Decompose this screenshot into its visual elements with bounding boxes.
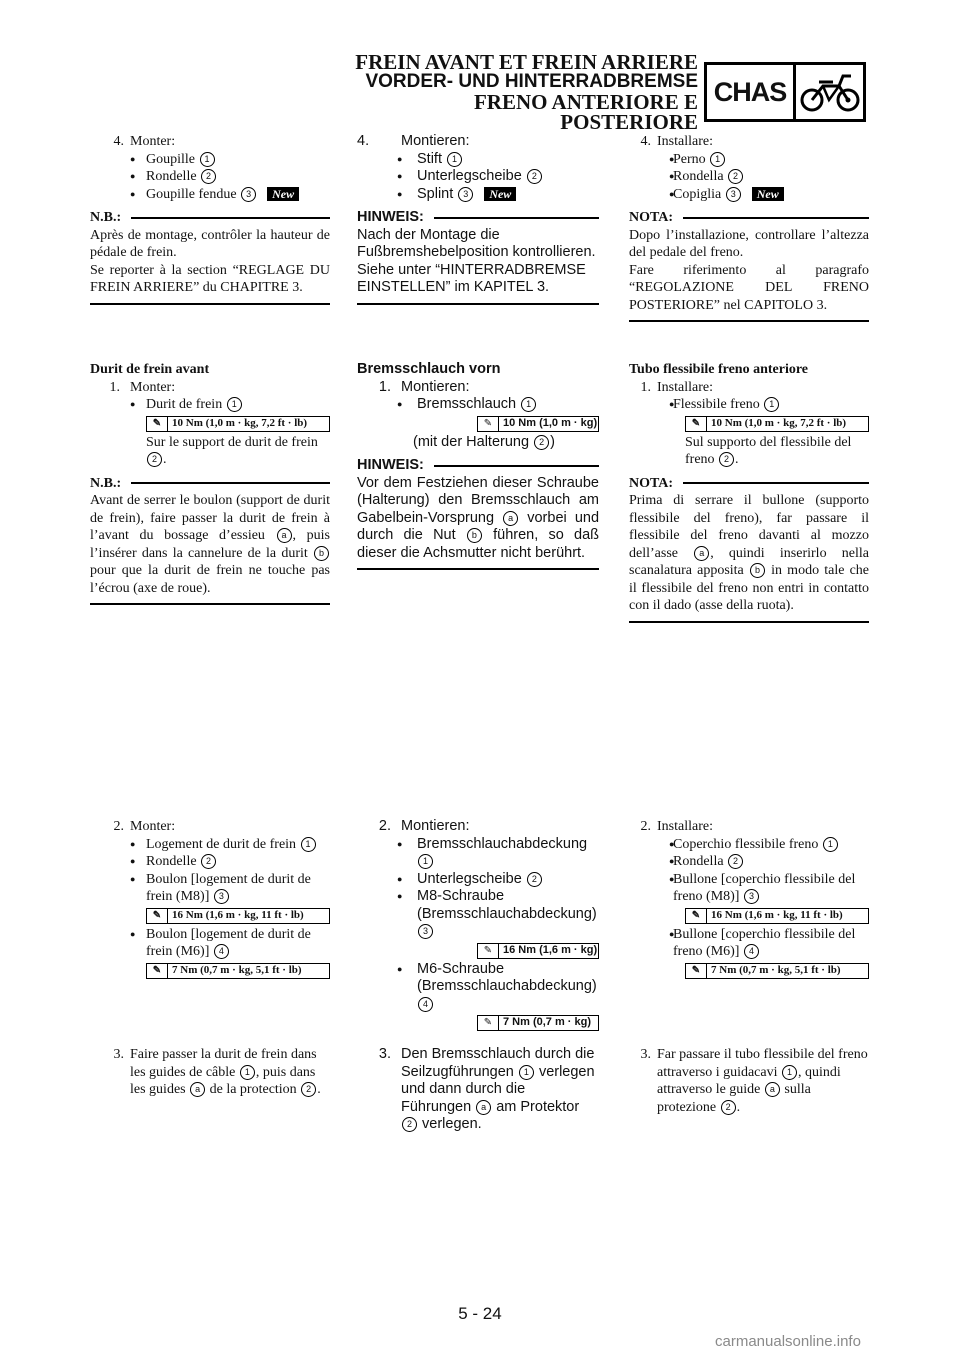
ref-2-icon: 2 xyxy=(527,169,542,184)
de-step2: 2. Montieren: ● Bremsschlauchabdeckung 1 ● Unterlegscheibe 2 ● M8-Schraube (Bremsschlauchabdeckung) 3 ✎ 16 Nm (1,6 m · kg) ● M6-Schraube (Bremsschlauchabdeckung) 4 ✎ 7 Nm (0,7 m · kg) xyxy=(357,818,599,1033)
fr-note-s1: N.B.: Avant de serrer le boulon (support de durit de frein), faire passer la durit de frein à l’avant du bossage d’essieu a , puis l’insérer dans la cannelure de la durit b pour que la durit de frein ne touche pas l’écrou (axe de roue). xyxy=(90,475,330,606)
ref-2-icon: 2 xyxy=(402,1117,417,1132)
wrench-icon: ✎ xyxy=(147,964,168,978)
ref-1-icon: 1 xyxy=(240,1065,255,1080)
ref-3-icon: 3 xyxy=(214,889,229,904)
ref-4-icon: 4 xyxy=(418,997,433,1012)
torque-spec: ✎ 10 Nm (1,0 m · kg, 7,2 ft · lb) xyxy=(685,416,869,432)
wrench-icon: ✎ xyxy=(686,417,707,431)
fr-step4: 4. Monter: ● Goupille 1 ● Rondelle 2 ● Goupille fendue 3 New N.B.: Après de montage, contrôler la hauteur de pédale de frein. Se reporter à la section “REGLAGE DU FREIN ARRIERE” du CHAPITRE 3. xyxy=(90,133,330,305)
ref-2-icon: 2 xyxy=(201,854,216,869)
new-part-badge: New xyxy=(752,187,784,201)
wrench-icon: ✎ xyxy=(478,1016,499,1030)
ref-b-icon: b xyxy=(314,546,329,561)
ref-2-icon: 2 xyxy=(147,452,162,467)
ref-2-icon: 2 xyxy=(719,452,734,467)
ref-3-icon: 3 xyxy=(726,187,741,202)
ref-3-icon: 3 xyxy=(241,187,256,202)
ref-a-icon: a xyxy=(503,511,518,526)
section-title: Bremsschlauch vorn xyxy=(357,361,501,377)
it-note-s4: NOTA: Dopo l’installazione, controllare l’altezza del pedale del freno. Fare riferimento al paragrafo “REGOLAZIONE DEL FRENO POSTERIORE” nel CAPITOLO 3. xyxy=(629,209,869,322)
torque-spec: ✎ 7 Nm (0,7 m · kg) xyxy=(477,1015,599,1031)
chapter-badge-label: CHAS xyxy=(707,65,796,119)
ref-a-icon: a xyxy=(694,546,709,561)
de-step4: 4. Montieren: ● Stift 1 ● Unterlegscheibe 2 ● Splint 3 New HINWEIS: Nach der Montage die Fußbremshebelposition kontrollieren. Siehe unter “HINTERRADBREMSE EINSTELLEN” im KAPITEL 3. xyxy=(357,133,599,305)
ref-4-icon: 4 xyxy=(744,944,759,959)
it-step4: 4. Installare: ● Perno 1 ● Rondella 2 ● Copiglia 3 New NOTA: Dopo l’installazione, controllare l’altezza del pedale del freno. Fare riferimento al paragrafo “REGOLAZIONE DEL FRENO POSTERIORE” nel CAPITOLO 3. xyxy=(629,133,869,322)
de-note-s4: HINWEIS: Nach der Montage die Fußbremshebelposition kontrollieren. Siehe unter “HINTERRADBREMSE EINSTELLEN” im KAPITEL 3. xyxy=(357,209,599,305)
wrench-icon: ✎ xyxy=(478,417,499,431)
it-section-front-hose: Tubo flessibile freno anteriore 1. Installare: ● Flessibile freno 1 ✎ 10 Nm (1,0 m · kg, 7,2 ft · lb) Sul supporto del flessibile del freno 2 . NOTA: Prima di serrare il bullone (supporto flessibile del freno), far passare il flessibile del freno davanti al mozzo dell’asse a , quindi inserirlo nella scanalatura apposita b in modo tale che il flessibile del freno non entri in contatto con il dado (asse della ruota). xyxy=(629,361,869,623)
ref-1-icon: 1 xyxy=(301,837,316,852)
ref-2-icon: 2 xyxy=(534,435,549,450)
wrench-icon: ✎ xyxy=(686,909,707,923)
step-title: Monter: xyxy=(130,134,176,149)
header-title-de: VORDER- UND HINTERRADBREMSE xyxy=(365,71,698,92)
fr-note-s4: N.B.: Après de montage, contrôler la hauteur de pédale de frein. Se reporter à la section “REGLAGE DU FREIN ARRIERE” du CHAPITRE 3. xyxy=(90,209,330,305)
header-title-it: FRENO ANTERIORE E POSTERIORE xyxy=(473,90,698,134)
motorcycle-icon xyxy=(796,65,863,119)
watermark: carmanualsonline.info xyxy=(715,1333,861,1350)
ref-1-icon: 1 xyxy=(447,152,462,167)
ref-2-icon: 2 xyxy=(527,872,542,887)
de-section-front-hose: Bremsschlauch vorn 1. Montieren: ● Bremsschlauch 1 ✎ 10 Nm (1,0 m · kg) (mit der Halterung 2 ) HINWEIS: Vor dem Festziehen dieser Schraube (Halterung) den Bremsschlauch am Gabelbein-Vorsprung a vorbei und durch die Nut b führen, so daß dieser die Achsmutter nicht berührt. xyxy=(357,361,599,570)
ref-4-icon: 4 xyxy=(214,944,229,959)
ref-1-icon: 1 xyxy=(418,854,433,869)
ref-b-icon: b xyxy=(750,563,765,578)
it-step3: 3. Far passare il tubo flessibile del freno attraverso i guidacavi 1 , quindi attraverso le guide a sulla protezione 2 . xyxy=(640,1047,868,1115)
torque-spec: ✎ 16 Nm (1,6 m · kg) xyxy=(477,943,599,959)
wrench-icon: ✎ xyxy=(147,417,168,431)
ref-3-icon: 3 xyxy=(458,187,473,202)
ref-2-icon: 2 xyxy=(301,1082,316,1097)
ref-1-icon: 1 xyxy=(519,1065,534,1080)
wrench-icon: ✎ xyxy=(147,909,168,923)
ref-1-icon: 1 xyxy=(764,397,779,412)
torque-spec: ✎ 16 Nm (1,6 m · kg, 11 ft · lb) xyxy=(685,908,869,924)
ref-1-icon: 1 xyxy=(521,397,536,412)
new-part-badge: New xyxy=(484,187,516,201)
header-title-fr: FREIN AVANT ET FREIN ARRIERE xyxy=(355,50,698,74)
it-step2: 2. Installare: ● Coperchio flessibile freno 1 ● Rondella 2 ● Bullone [coperchio flessibile del freno (M8)] 3 ✎ 16 Nm (1,6 m · kg, 11 ft · lb) ● Bullone [coperchio flessibile del freno (M6)] 4 ✎ 7 Nm (0,7 m · kg, 5,1 ft · lb) xyxy=(629,818,869,981)
ref-2-icon: 2 xyxy=(721,1100,736,1115)
torque-spec: ✎ 10 Nm (1,0 m · kg) xyxy=(477,416,599,432)
fr-section-front-hose: Durit de frein avant 1. Monter: ● Durit de frein 1 ✎ 10 Nm (1,0 m · kg, 7,2 ft · lb) Sur le support de durit de frein 2 . N.B.: Avant de serrer le boulon (support de durit de frein), faire passer la durit de frein à l’avant du bossage d’essieu a , puis l’insérer dans la cannelure de la durit b pour que la durit de frein ne touche pas l’écrou (axe de roue). xyxy=(90,361,330,605)
torque-spec: ✎ 7 Nm (0,7 m · kg, 5,1 ft · lb) xyxy=(685,963,869,979)
de-step3: 3. Den Bremsschlauch durch die Seilzugführungen 1 verlegen und dann durch die Führungen a am Protektor 2 verlegen. xyxy=(378,1046,595,1132)
ref-a-icon: a xyxy=(476,1100,491,1115)
ref-1-icon: 1 xyxy=(823,837,838,852)
de-note-s1: HINWEIS: Vor dem Festziehen dieser Schraube (Halterung) den Bremsschlauch am Gabelbein-Vorsprung a vorbei und durch die Nut b führen, so daß dieser die Achsmutter nicht berührt. xyxy=(357,457,599,570)
page-header xyxy=(340,52,698,132)
ref-b-icon: b xyxy=(467,528,482,543)
wrench-icon: ✎ xyxy=(478,944,499,958)
ref-a-icon: a xyxy=(190,1082,205,1097)
fr-step3: 3. Faire passer la durit de frein dans les guides de câble 1 , puis dans les guides a de la protection 2 . xyxy=(113,1047,321,1097)
it-note-s1: NOTA: Prima di serrare il bullone (supporto flessibile del freno), far passare il flessibile del freno davanti al mozzo dell’asse a , quindi inserirlo nella scanalatura apposita b in modo tale che il flessibile del freno non entri in contatto con il dado (asse della ruota). xyxy=(629,475,869,623)
ref-2-icon: 2 xyxy=(728,854,743,869)
wrench-icon: ✎ xyxy=(686,964,707,978)
ref-2-icon: 2 xyxy=(201,169,216,184)
ref-3-icon: 3 xyxy=(744,889,759,904)
ref-1-icon: 1 xyxy=(200,152,215,167)
ref-3-icon: 3 xyxy=(418,924,433,939)
ref-1-icon: 1 xyxy=(227,397,242,412)
fr-step2: 2. Monter: ● Logement de durit de frein 1 ● Rondelle 2 ● Boulon [logement de durit de frein (M8)] 3 ✎ 16 Nm (1,6 m · kg, 11 ft · lb) ● Boulon [logement de durit de frein (M6)] 4 ✎ 7 Nm (0,7 m · kg, 5,1 ft · lb) xyxy=(90,818,330,981)
section-title: Durit de frein avant xyxy=(90,362,210,377)
ref-a-icon: a xyxy=(277,528,292,543)
ref-1-icon: 1 xyxy=(710,152,725,167)
torque-spec: ✎ 16 Nm (1,6 m · kg, 11 ft · lb) xyxy=(146,908,330,924)
page-number: 5 - 24 xyxy=(458,1304,502,1323)
torque-spec: ✎ 7 Nm (0,7 m · kg, 5,1 ft · lb) xyxy=(146,963,330,979)
section-title: Tubo flessibile freno anteriore xyxy=(629,362,809,377)
ref-2-icon: 2 xyxy=(728,169,743,184)
new-part-badge: New xyxy=(267,187,299,201)
chapter-badge xyxy=(704,62,866,122)
ref-a-icon: a xyxy=(765,1082,780,1097)
ref-1-icon: 1 xyxy=(782,1065,797,1080)
torque-spec: ✎ 10 Nm (1,0 m · kg, 7,2 ft · lb) xyxy=(146,416,330,432)
